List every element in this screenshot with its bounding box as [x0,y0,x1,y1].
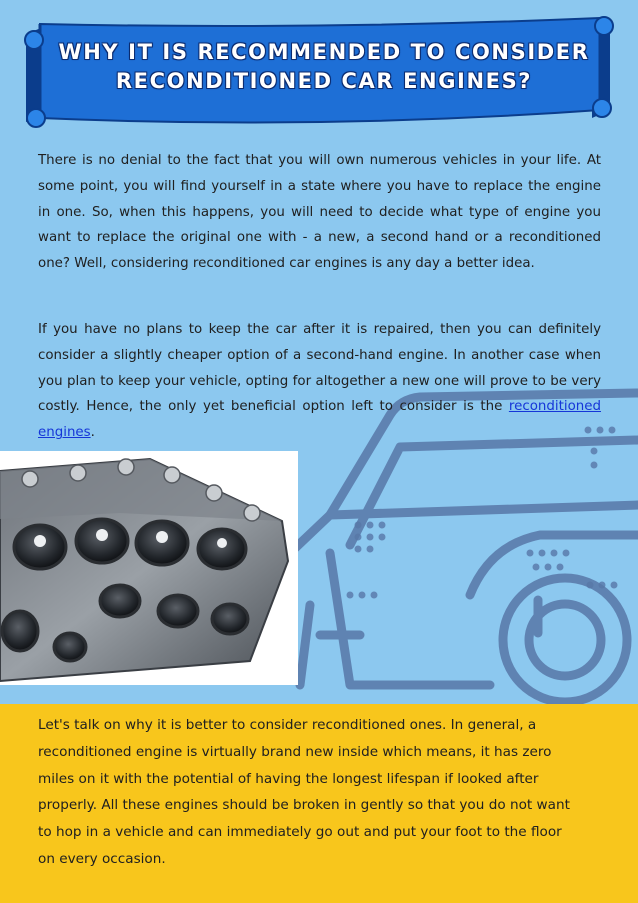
reconditioned-engines-link[interactable]: reconditioned engines [38,399,601,441]
engine-cylinder-head-image [0,451,298,685]
benefits-paragraph: Let's talk on why it is better to consider reconditioned ones. In general, a reconditioned engine is virtually brand new inside which means, it has zero miles on it with the potential of having the longest lifespan if looked after properly. All these engines should be broken in gently so that you do not want to hop in a vehicle and can immediately go out and put your foot to the floor on every occasion. [38,717,570,867]
options-paragraph [38,317,601,446]
title-banner [18,14,618,132]
options-paragraph-text: If you have no plans to keep the car after it is repaired, then you can definitely consider a slightly cheaper option of a second-hand engine. In another case when you plan to keep your vehicle, opting for altogether a new one will prove to be very costly. Hence, the only yet beneficial option left to consider is the [38,322,601,415]
options-paragraph-end: . [90,425,95,441]
intro-paragraph: There is no denial to the fact that you will own numerous vehicles in your life. At some point, you will find yourself in a state where you have to replace the engine in one. So, when this happens, you will need to decide what type of engine you want to replace the original one with - a new, a second hand or a reconditioned one? Well, considering reconditioned car engines is any day a better idea. [38,153,601,272]
page-title: WHY IT IS RECOMMENDED TO CONSIDER RECONDITIONED CAR ENGINES? [58,40,590,93]
